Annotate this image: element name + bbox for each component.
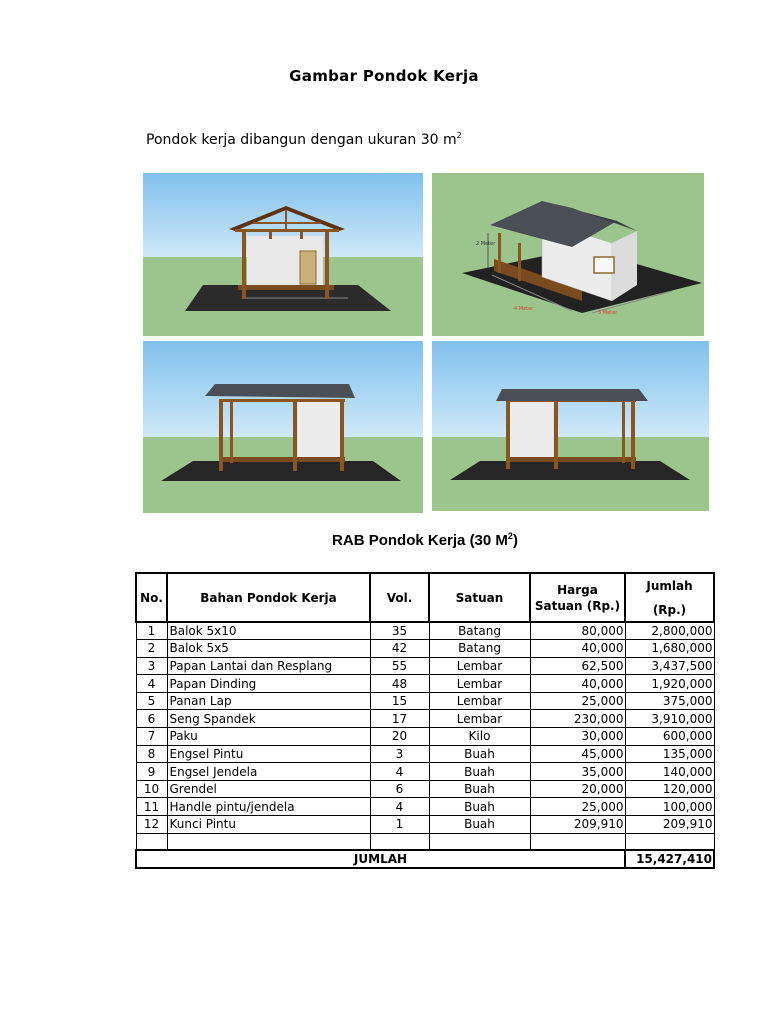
total-label: JUMLAH xyxy=(136,850,625,868)
header-total-line2: (Rp.) xyxy=(652,602,687,617)
empty-cell xyxy=(167,833,370,850)
row-unit-price: 25,000 xyxy=(530,798,625,816)
height-dimension-label: 2 Meter xyxy=(476,241,496,247)
header-unit-price xyxy=(530,573,625,622)
row-unit-price: 230,000 xyxy=(530,710,625,728)
row-no: 10 xyxy=(136,780,167,798)
empty-cell xyxy=(429,833,530,850)
row-no: 3 xyxy=(136,657,167,675)
row-material: Panan Lap xyxy=(167,692,370,710)
row-no: 9 xyxy=(136,763,167,781)
row-unit-price: 25,000 xyxy=(530,692,625,710)
row-total: 1,680,000 xyxy=(625,640,714,658)
row-volume: 48 xyxy=(370,675,429,693)
header-volume: Vol. xyxy=(370,573,429,622)
table-row xyxy=(136,710,714,728)
row-volume: 55 xyxy=(370,657,429,675)
row-unit-price: 40,000 xyxy=(530,675,625,693)
row-total: 2,800,000 xyxy=(625,622,714,640)
table-row xyxy=(136,692,714,710)
row-total: 209,910 xyxy=(625,816,714,834)
row-volume: 20 xyxy=(370,728,429,746)
row-material: Grendel xyxy=(167,780,370,798)
table-row xyxy=(136,816,714,834)
table-row xyxy=(136,798,714,816)
row-no: 6 xyxy=(136,710,167,728)
row-unit-price: 30,000 xyxy=(530,728,625,746)
hut-perspective-view-image xyxy=(432,173,704,336)
row-total: 600,000 xyxy=(625,728,714,746)
row-unit-price: 35,000 xyxy=(530,763,625,781)
row-unit-price: 20,000 xyxy=(530,780,625,798)
row-unit: Lembar xyxy=(429,675,530,693)
rab-title xyxy=(0,531,768,549)
row-unit: Buah xyxy=(429,763,530,781)
row-material: Engsel Pintu xyxy=(167,745,370,763)
intro-text xyxy=(146,131,462,148)
row-material: Handle pintu/jendela xyxy=(167,798,370,816)
total-value: 15,427,410 xyxy=(625,850,714,868)
row-volume: 6 xyxy=(370,780,429,798)
table-row xyxy=(136,780,714,798)
row-no: 11 xyxy=(136,798,167,816)
intro-text-main: Pondok kerja dibangun dengan ukuran 30 m xyxy=(146,132,457,148)
intro-superscript: 2 xyxy=(456,131,462,140)
row-unit-price: 80,000 xyxy=(530,622,625,640)
row-no: 4 xyxy=(136,675,167,693)
rab-table xyxy=(135,572,715,869)
hut-front-view-image xyxy=(143,173,423,336)
row-material: Balok 5x5 xyxy=(167,640,370,658)
table-header-row xyxy=(136,573,714,622)
row-unit-price: 62,500 xyxy=(530,657,625,675)
header-price-line2: Satuan (Rp.) xyxy=(534,598,621,613)
row-volume: 1 xyxy=(370,816,429,834)
row-no: 7 xyxy=(136,728,167,746)
row-volume: 35 xyxy=(370,622,429,640)
row-no: 12 xyxy=(136,816,167,834)
row-unit: Batang xyxy=(429,640,530,658)
empty-cell xyxy=(625,833,714,850)
table-row xyxy=(136,745,714,763)
row-material: Balok 5x10 xyxy=(167,622,370,640)
table-row xyxy=(136,728,714,746)
page-title: Gambar Pondok Kerja xyxy=(289,67,479,85)
row-material: Seng Spandek xyxy=(167,710,370,728)
rab-title-main: RAB Pondok Kerja (30 M xyxy=(332,532,508,549)
row-total: 3,437,500 xyxy=(625,657,714,675)
row-unit: Buah xyxy=(429,798,530,816)
table-row xyxy=(136,640,714,658)
header-unit: Satuan xyxy=(429,573,530,622)
header-total xyxy=(625,573,714,622)
row-no: 2 xyxy=(136,640,167,658)
row-unit: Buah xyxy=(429,780,530,798)
row-volume: 4 xyxy=(370,798,429,816)
row-unit-price: 209,910 xyxy=(530,816,625,834)
row-volume: 4 xyxy=(370,763,429,781)
row-volume: 3 xyxy=(370,745,429,763)
row-total: 375,000 xyxy=(625,692,714,710)
row-unit-price: 40,000 xyxy=(530,640,625,658)
header-material: Bahan Pondok Kerja xyxy=(167,573,370,622)
row-total: 1,920,000 xyxy=(625,675,714,693)
empty-cell xyxy=(370,833,429,850)
row-total: 120,000 xyxy=(625,780,714,798)
row-volume: 15 xyxy=(370,692,429,710)
row-total: 140,000 xyxy=(625,763,714,781)
row-material: Papan Dinding xyxy=(167,675,370,693)
row-no: 1 xyxy=(136,622,167,640)
width-dimension-label: 5 Meter xyxy=(598,310,618,316)
table-total-row xyxy=(136,850,714,868)
row-unit: Buah xyxy=(429,745,530,763)
hut-side-view-left-image xyxy=(143,341,423,513)
row-unit-price: 45,000 xyxy=(530,745,625,763)
header-price-line1: Harga xyxy=(557,582,598,597)
row-total: 100,000 xyxy=(625,798,714,816)
rab-title-superscript: 2 xyxy=(507,531,513,541)
row-material: Engsel Jendela xyxy=(167,763,370,781)
row-material: Paku xyxy=(167,728,370,746)
row-unit: Lembar xyxy=(429,657,530,675)
table-row xyxy=(136,657,714,675)
table-row xyxy=(136,763,714,781)
row-total: 135,000 xyxy=(625,745,714,763)
header-no: No. xyxy=(136,573,167,622)
empty-cell xyxy=(136,833,167,850)
length-dimension-label: 4 Meter xyxy=(514,306,534,312)
row-material: Papan Lantai dan Resplang xyxy=(167,657,370,675)
rab-table-body xyxy=(136,622,714,868)
row-no: 8 xyxy=(136,745,167,763)
row-unit: Buah xyxy=(429,816,530,834)
hut-side-view-right-image xyxy=(432,341,709,511)
row-total: 3,910,000 xyxy=(625,710,714,728)
row-volume: 42 xyxy=(370,640,429,658)
rab-title-end: ) xyxy=(512,532,518,549)
row-unit: Kilo xyxy=(429,728,530,746)
row-volume: 17 xyxy=(370,710,429,728)
table-empty-row xyxy=(136,833,714,850)
row-unit: Lembar xyxy=(429,692,530,710)
header-total-line1: Jumlah xyxy=(646,578,693,593)
table-row xyxy=(136,675,714,693)
row-material: Kunci Pintu xyxy=(167,816,370,834)
row-unit: Batang xyxy=(429,622,530,640)
row-no: 5 xyxy=(136,692,167,710)
table-row xyxy=(136,622,714,640)
row-unit: Lembar xyxy=(429,710,530,728)
empty-cell xyxy=(530,833,625,850)
